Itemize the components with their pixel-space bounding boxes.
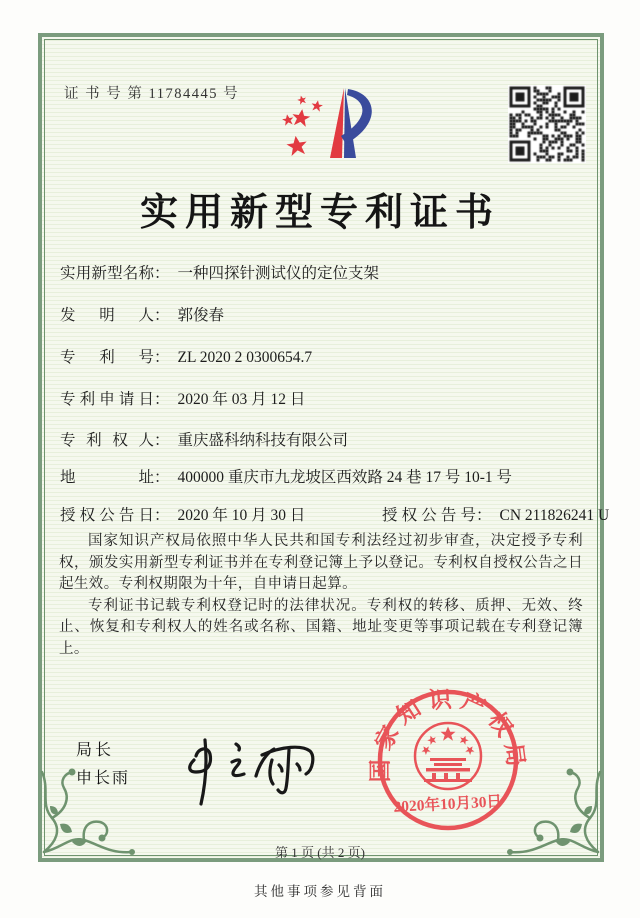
director-name: 申长雨 [76,770,131,787]
back-side-note: 其他事项参见背面 [254,884,386,899]
seal-date: 2020年10月30日 [393,793,503,816]
field-patent-number [60,345,312,367]
field-utility-model-name [60,261,379,283]
field-value: 400000 重庆市九龙坡区西效路 24 巷 17 号 10-1 号 [177,469,513,486]
field-value: 2020 年 10 月 30 日 [177,507,306,524]
field-label: 发 明 人 [60,307,154,324]
field-colon: ： [154,391,170,408]
field-label: 专 利 号 [60,349,154,366]
field-label: 实 用 新 型 名 称 [60,265,154,282]
cnipa-logo-icon [268,86,392,174]
qr-code [508,85,586,163]
seal-org-text: 国家知识产权局 [367,686,530,783]
field-colon: ： [154,507,170,524]
field-colon: ： [154,265,170,282]
field-inventor [60,303,224,325]
field-value: 2020 年 03 月 12 日 [177,391,306,408]
field-value: 郭俊春 [177,307,225,324]
field-value: CN 211826241 U [499,507,610,524]
field-patentee [60,428,348,450]
field-colon: ： [154,349,170,366]
field-label: 地 址 [60,469,154,486]
legal-text [59,531,583,660]
field-address [60,465,512,487]
field-grant-number [382,503,609,525]
director-title: 局长 [76,742,115,759]
legal-paragraph-2: 专利证书记载专利权登记时的法律状况。专利权的转移、质押、无效、终止、恢复和专利权人的姓名或名称、国籍、地址变更等事项记载在专利登记簿上。 [59,597,583,657]
field-label: 授 权 公 告 号 [382,507,476,524]
official-seal-icon [360,674,536,850]
page-number: 第 1 页 (共 2 页) [275,845,365,860]
field-value: ZL 2020 2 0300654.7 [177,349,313,366]
certificate-number: 证 书 号 第 11784445 号 [64,86,240,102]
legal-paragraph-1: 国家知识产权局依照中华人民共和国专利法经过初步审查，决定授予专利权，颁发实用新型专利证书并在专利登记簿上予以登记。专利权自授权公告之日起生效。专利权期限为十年，自申请日起算。 [59,533,583,592]
field-colon: ： [154,469,170,486]
certificate-title: 实用新型专利证书 [139,192,500,234]
field-filing-date [60,387,305,409]
field-colon: ： [476,507,492,524]
field-colon: ： [154,307,170,324]
field-label: 专 利 申 请 日 [60,391,154,408]
director-signature-icon [180,720,345,812]
national-emblem-icon [415,723,481,789]
field-label: 授 权 公 告 日 [60,507,154,524]
field-colon: ： [154,432,170,449]
field-value: 一种四探针测试仪的定位支架 [177,265,380,282]
field-value: 重庆盛科纳科技有限公司 [177,432,349,449]
field-grant-date [60,503,610,525]
field-label: 专 利 权 人 [60,432,154,449]
